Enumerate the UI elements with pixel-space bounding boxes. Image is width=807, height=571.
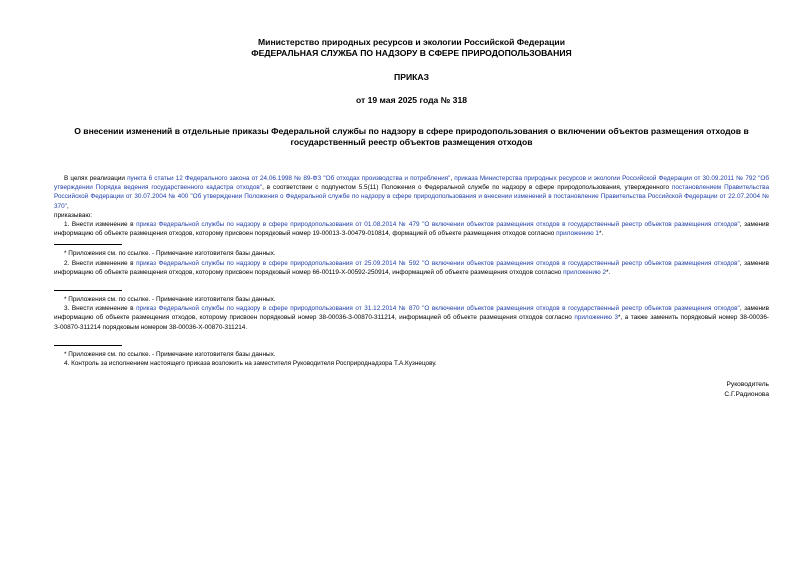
item-4: 4. Контроль за исполнением настоящего приказа возложить на заместителя Руководителя Росприроднадзора Т.А.Кузнецову. bbox=[64, 360, 437, 368]
signatory-name: С.Г.Радионова bbox=[724, 390, 769, 398]
item-text: *. bbox=[606, 268, 611, 276]
item-text: *. bbox=[598, 230, 604, 238]
item-2 bbox=[54, 259, 769, 277]
footnote-separator bbox=[54, 290, 122, 291]
footnote: * Приложения см. по ссылке. - Примечание изготовителя базы данных. bbox=[64, 250, 276, 258]
service-name: ФЕДЕРАЛЬНАЯ СЛУЖБА ПО НАДЗОРУ В СФЕРЕ ПРИРОДОПОЛЬЗОВАНИЯ bbox=[251, 47, 572, 58]
signature-block bbox=[54, 380, 769, 399]
document-body bbox=[54, 174, 769, 368]
ministry-name: Министерство природных ресурсов и экологии Российской Федерации bbox=[258, 37, 565, 47]
resolution-400-link[interactable]: постановлением Правительства Российской Федерации от 30.07.2004 № 400 "Об утверждении Положения о Федеральной службе по надзору в сфере природопользования и внесении изменений в постановление Правительства Российской Федерации от 22.07.2004 № 370" bbox=[54, 184, 770, 210]
item-1 bbox=[54, 220, 769, 238]
footnote: * Приложения см. по ссылке. - Примечание изготовителя базы данных. bbox=[64, 296, 276, 304]
preamble-text: , bbox=[66, 202, 69, 210]
order-592-link[interactable]: приказ Федеральной службы по надзору в сфере природопользования от 25.09.2014 № 592 "О включении объектов размещения отходов в государственный реестр объектов размещения отходов" bbox=[136, 259, 740, 267]
order-870-link[interactable]: приказ Федеральной службы по надзору в сфере природопользования от 31.12.2014 № 870 "О включении объектов размещения отходов в государственный реестр объектов размещения отходов" bbox=[136, 305, 740, 313]
footnote: * Приложения см. по ссылке. - Примечание изготовителя базы данных. bbox=[64, 350, 276, 358]
item-3 bbox=[54, 304, 769, 332]
document-title: О внесении изменений в отдельные приказы Федеральной службы по надзору в сфере природопользования о включении объектов размещения отходов в государственный реестр объектов размещения отходов bbox=[74, 126, 749, 147]
item-text: , заменив информацию об объекте размещения отходов, которому присвоен порядковый номер 66-00119-Х-00592-250914, информацией об объекте размещения отходов согласно bbox=[54, 259, 769, 276]
preamble-text: , в соответствии с подпунктом 5.5(11) Положения о Федеральной службе по надзору в сфере природопользования, утвержденного bbox=[262, 184, 672, 192]
item-text: , заменив информацию об объекте размещения отходов, которому присвоен порядковый номер 38-00036-З-00870-311214, информацией об объекте размещения отходов согласно bbox=[54, 305, 769, 322]
footnote-separator bbox=[54, 345, 122, 346]
spacer bbox=[54, 277, 769, 284]
item-text: *, а также заменить порядковый номер 38-00036-З-00870-311214 порядковым номером 38-00036-Х-00870-311214. bbox=[54, 314, 770, 331]
order-792-link[interactable]: приказа Министерства природных ресурсов и экологии Российской Федерации от 30.09.2011 № 792 "Об утверждении Порядка ведения государственного кадастра отходов" bbox=[54, 175, 769, 192]
order-479-link[interactable]: приказ Федеральной службы по надзору в сфере природопользования от 01.08.2014 № 479 "О включении объектов размещения отходов в государственный реестр объектов размещения отходов" bbox=[136, 221, 740, 229]
item-text: 1. Внести изменение в bbox=[64, 221, 137, 229]
preamble-text: , bbox=[450, 175, 455, 182]
footnote-separator bbox=[54, 244, 122, 245]
preamble-paragraph bbox=[54, 174, 769, 211]
item-text: 2. Внести изменение в bbox=[64, 259, 137, 267]
spacer bbox=[54, 332, 769, 339]
appendix-3-link[interactable]: приложению 3 bbox=[574, 314, 618, 322]
appendix-2-link[interactable]: приложению 2 bbox=[563, 268, 607, 276]
law-89fz-link[interactable]: пункта 6 статьи 12 Федерального закона от 24.06.1998 № 89-ФЗ "Об отходах производства и потребления" bbox=[127, 175, 451, 182]
item-text: , заменив информацию об объекте размещения отходов, которому присвоен порядковый номер 19-00013-З-00479-010814, формацией об объекте размещения отходов согласно bbox=[54, 221, 769, 238]
preamble-text: В целях реализации bbox=[64, 175, 128, 182]
appendix-1-link[interactable]: приложению 1 bbox=[556, 230, 599, 238]
signatory-position: Руководитель bbox=[726, 381, 769, 389]
item-text: 3. Внести изменение в bbox=[64, 305, 137, 313]
document-date: от 19 мая 2025 года № 318 bbox=[355, 94, 468, 105]
order-word: приказываю: bbox=[54, 211, 92, 219]
document-type: ПРИКАЗ bbox=[394, 72, 429, 82]
